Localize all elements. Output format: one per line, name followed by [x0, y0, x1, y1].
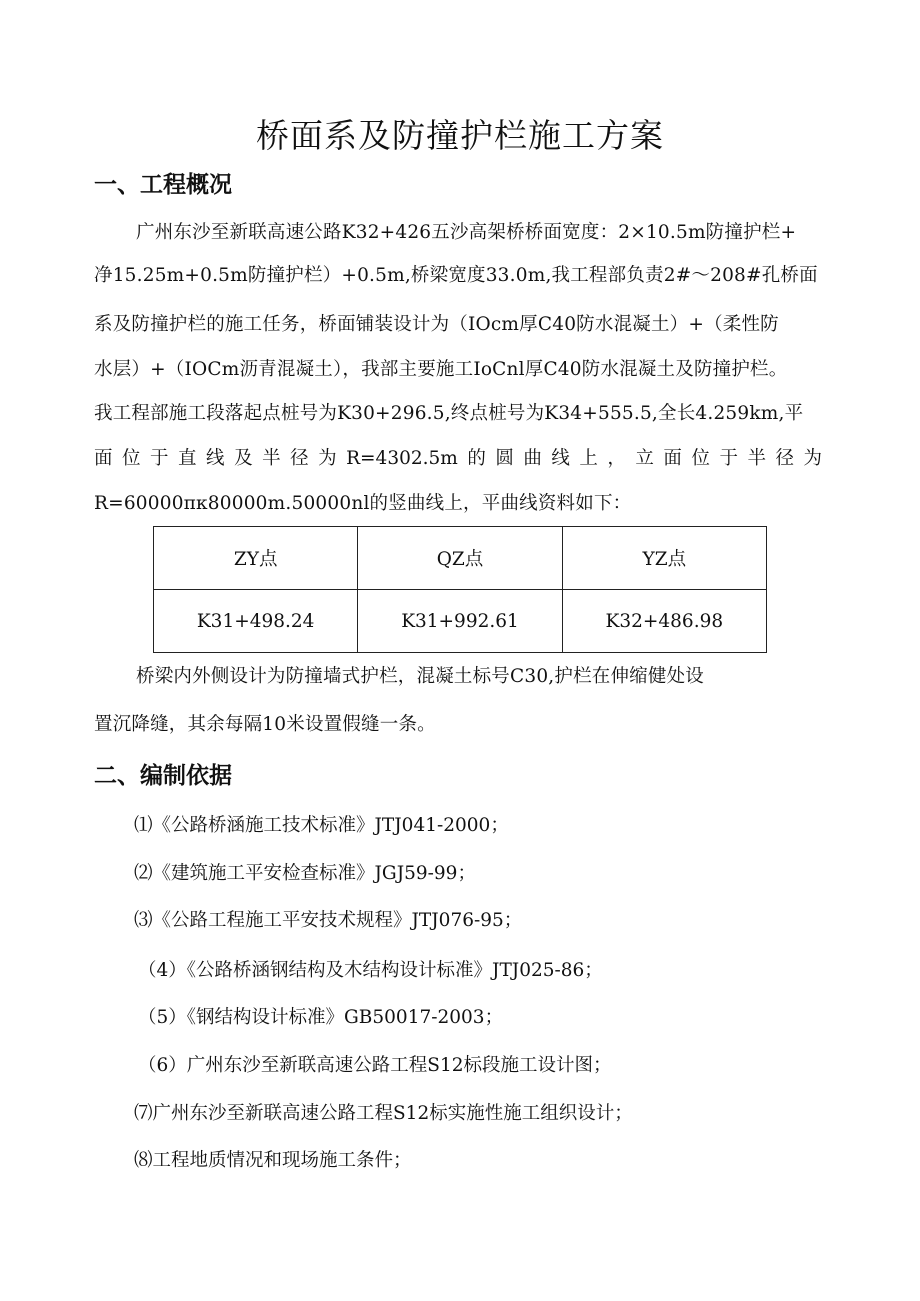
paragraph-line: 系及防撞护栏的施工任务，桥面铺装设计为（IOcm厚C40防水混凝土）+（柔性防 — [94, 314, 779, 335]
curve-data-table — [153, 526, 767, 653]
reference-item: ⑴《公路桥涵施工技术标准》JTJ041-2000； — [134, 815, 509, 836]
table-header-cell: QZ点 — [358, 527, 562, 590]
reference-item: ⑶《公路工程施工平安技术规程》JTJ076-95； — [134, 910, 523, 931]
paragraph-line: 广州东沙至新联高速公路K32+426五沙高架桥桥面宽度：2×10.5m防撞护栏+ — [136, 222, 797, 243]
reference-item: ⑺广州东沙至新联高速公路工程S12标实施性施工组织设计； — [134, 1103, 633, 1124]
paragraph-line: 我工程部施工段落起点桩号为K30+296.5,终点桩号为K34+555.5,全长4.259km,平 — [94, 403, 804, 424]
paragraph-line: 面位于直线及半径为R=4302.5m的圆曲线上，立面位于半径为 — [94, 448, 822, 469]
section-heading-basis: 二、编制依据 — [94, 763, 232, 789]
table-cell: K31+992.61 — [358, 590, 562, 653]
paragraph-line: 置沉降缝，其余每隔10米设置假缝一条。 — [94, 714, 436, 735]
table-cell: K32+486.98 — [562, 590, 766, 653]
reference-item: （6）广州东沙至新联高速公路工程S12标段施工设计图； — [138, 1055, 612, 1076]
table-header-row — [154, 527, 767, 590]
paragraph-line: R=60000πκ80000m.50000nl的竖曲线上，平曲线资料如下： — [94, 493, 632, 514]
table-cell: K31+498.24 — [154, 590, 358, 653]
section-heading-overview: 一、工程概况 — [94, 172, 232, 198]
table-header-cell: YZ点 — [562, 527, 766, 590]
paragraph-line: 桥梁内外侧设计为防撞墙式护栏，混凝土标号C30,护栏在伸缩健处设 — [136, 666, 704, 687]
table-header-cell: ZY点 — [154, 527, 358, 590]
reference-item: （5）《钢结构设计标准》GB50017-2003； — [138, 1007, 504, 1028]
reference-item: ⑻工程地质情况和现场施工条件； — [134, 1150, 412, 1171]
reference-item: ⑵《建筑施工平安检查标准》JGJ59-99； — [134, 863, 476, 884]
table-row — [154, 590, 767, 653]
paragraph-line: 净15.25m+0.5m防撞护栏）+0.5m,桥梁宽度33.0m,我工程部负责2#～208#孔桥面 — [94, 265, 818, 286]
document-title: 桥面系及防撞护栏施工方案 — [256, 116, 664, 155]
reference-item: （4）《公路桥涵钢结构及木结构设计标准》JTJ025-86； — [138, 960, 603, 981]
paragraph-line: 水层）+（IOCm沥青混凝土），我部主要施工IoCnl厚C40防水混凝土及防撞护栏。 — [94, 359, 788, 380]
